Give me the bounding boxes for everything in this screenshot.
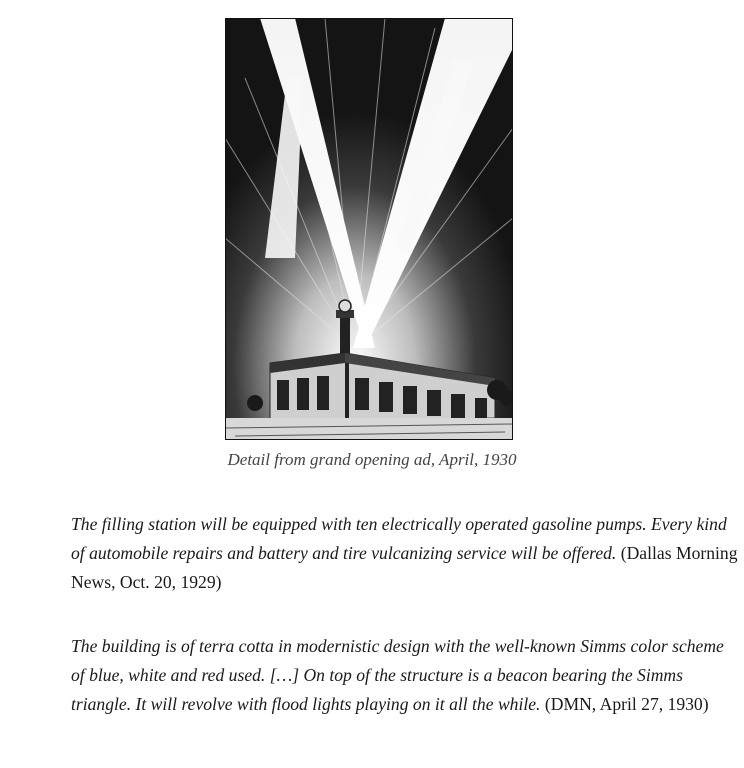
grand-opening-ad-image <box>225 18 513 440</box>
ad-illustration <box>225 18 513 440</box>
quote-text: The building is of terra cotta in modernistic design with the well-known Simms color scheme of blue, white and red used. […] On top of the structure is a beacon bearing the Simms triangle. It will revolve with flood lights playing on it all the while. <box>71 636 724 714</box>
newspaper-quote <box>71 510 741 597</box>
quote-text: The filling station will be equipped with ten electrically operated gasoline pumps. Every kind of automobile repairs and battery and tire vulcanizing service will be offered. <box>71 514 727 563</box>
newspaper-quote <box>71 632 741 719</box>
quote-source: (DMN, April 27, 1930) <box>544 694 709 714</box>
image-caption: Detail from grand opening ad, April, 1930 <box>227 450 517 469</box>
quote-source: (Dallas Morning News, Oct. 20, 1929) <box>71 543 738 592</box>
